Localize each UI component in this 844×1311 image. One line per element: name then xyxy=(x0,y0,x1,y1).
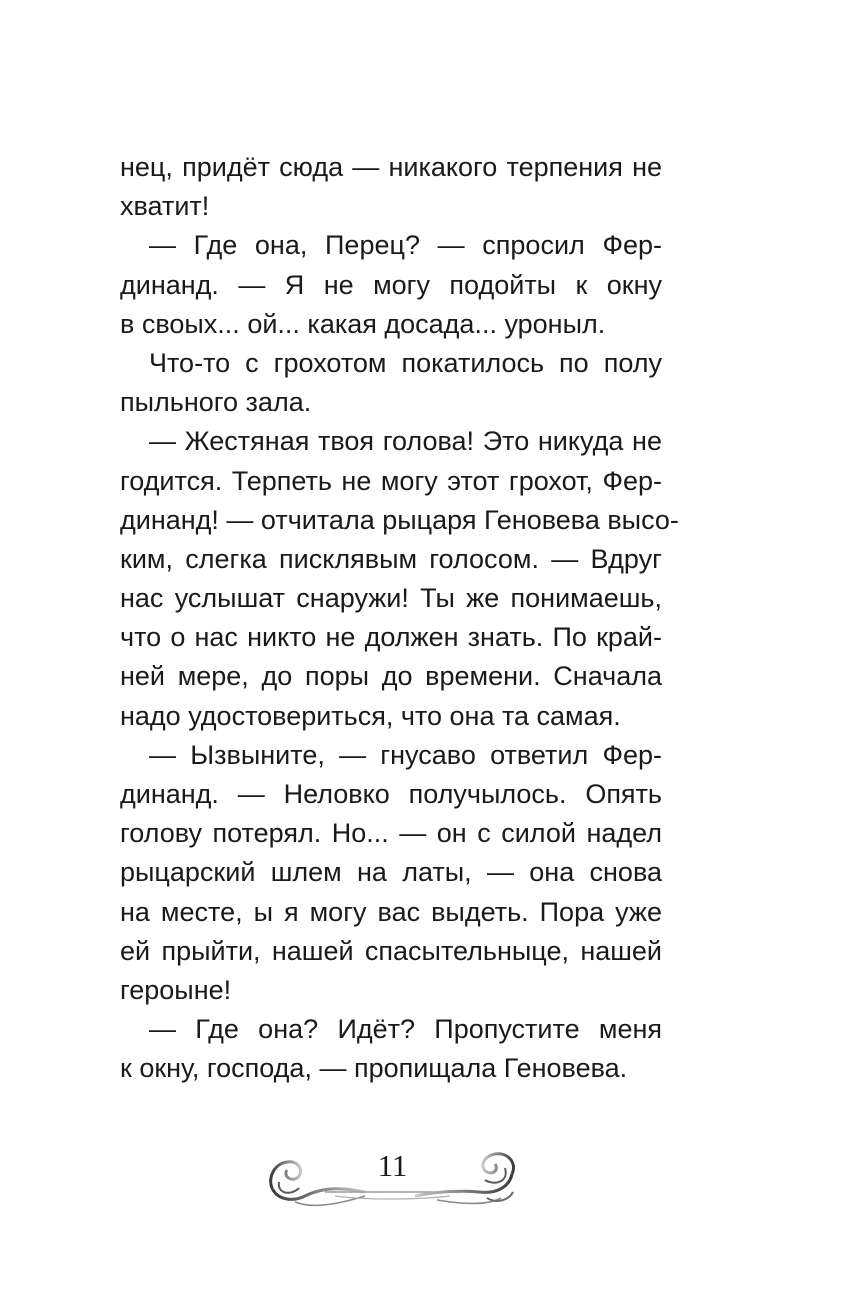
text-line: ким, слегка писклявым голосом. — Вдруг xyxy=(120,543,662,574)
text-line: Что-то с грохотом покатилось по полу xyxy=(149,347,662,378)
text-line: нец, придёт сюда — никакого терпения не xyxy=(120,152,662,182)
text-line: — Ызвыните, — гнусаво ответил Фер- xyxy=(149,739,662,770)
text-line: что о нас никто не должен знать. По край- xyxy=(120,622,662,653)
text-line: годится. Терпеть не могу этот грохот, Фер- xyxy=(120,465,662,496)
text-line: хватит! xyxy=(120,191,210,222)
page-number: 11 xyxy=(377,1148,408,1183)
text-line: героыне! xyxy=(120,974,232,1005)
text-line: нас услышат снаружи! Ты же понимаешь, xyxy=(120,583,662,614)
page-body-text xyxy=(120,148,679,1089)
text-line: к окну, господа, — пропищала Геновева. xyxy=(120,1053,628,1084)
page-footer xyxy=(265,1142,520,1217)
text-line: голову потерял. Но... — он с силой надел xyxy=(120,818,662,849)
text-line: ей прыйти, нашей спасытельныце, нашей xyxy=(120,935,662,966)
text-line: ней мере, до поры до времени. Сначала xyxy=(120,661,662,692)
text-line: динанд. — Неловко получылось. Опять xyxy=(120,779,662,809)
text-line: надо удостовериться, что она та самая. xyxy=(120,700,621,731)
text-line: — Где она, Перец? — спросил Фер- xyxy=(149,230,662,261)
text-line: рыцарский шлем на латы, — она снова xyxy=(120,857,662,888)
text-line: на месте, ы я могу вас выдеть. Пора уже xyxy=(120,896,662,927)
text-line: — Где она? Идёт? Пропустите меня xyxy=(149,1014,662,1045)
text-line: — Жестяная твоя голова! Это никуда не xyxy=(149,426,662,457)
text-line: пыльного зала. xyxy=(120,387,312,418)
text-line: в своых... ой... какая досада... уроныл. xyxy=(120,308,606,339)
text-line: динанд. — Я не могу подойты к окну xyxy=(120,269,662,300)
text-line: динанд! — отчитала рыцаря Геновева высо- xyxy=(120,504,679,535)
